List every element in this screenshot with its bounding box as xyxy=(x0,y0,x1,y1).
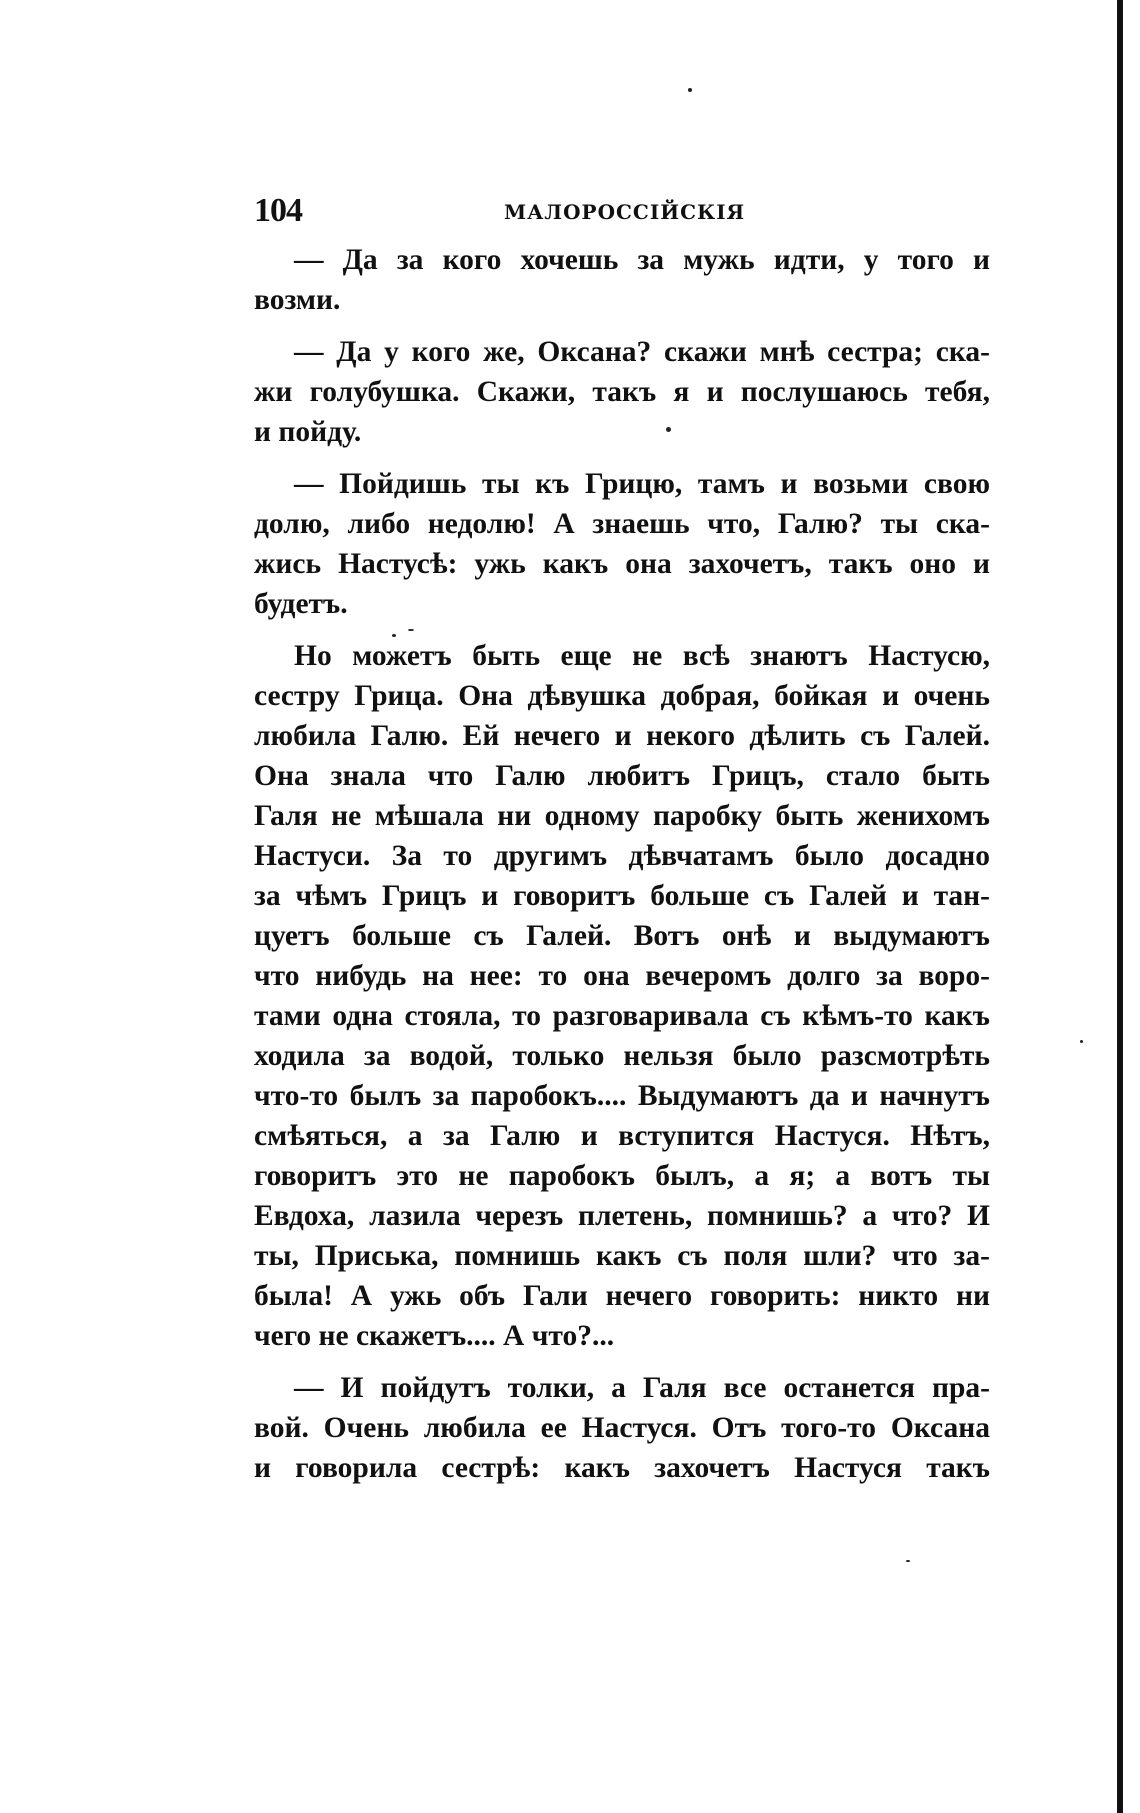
text-line: говоритъ это не паробокъ былъ, а я; а вотъ ты xyxy=(254,1160,990,1192)
text-line: жись Настусѣ: ужь какъ она захочетъ, такъ оно и xyxy=(254,548,990,580)
text-line: — Пойдишь ты къ Грицю, тамъ и возьми свою xyxy=(294,468,990,500)
text-line: Настуси. За то другимъ дѣвчатамъ было досадно xyxy=(254,840,990,872)
scan-speck xyxy=(688,88,692,92)
text-line: — И пойдутъ толки, а Галя все останется пра- xyxy=(294,1372,990,1404)
text-line: будетъ. xyxy=(254,588,348,620)
text-line: — Да у кого же, Оксана? скажи мнѣ сестра; ска- xyxy=(294,336,990,368)
text-line: была! А ужь объ Гали нечего говорить: никто ни xyxy=(254,1280,990,1312)
text-line: любила Галю. Ей нечего и некого дѣлить съ Галей. xyxy=(254,720,990,752)
text-line: за чѣмъ Грицъ и говоритъ больше съ Галей и тан- xyxy=(254,880,990,912)
text-line: что-то былъ за паробокъ.... Выдумаютъ да и начнутъ xyxy=(254,1080,990,1112)
text-line: тами одна стояла, то разговаривала съ кѣмъ-то какъ xyxy=(254,1000,990,1032)
page-number: 104 xyxy=(254,192,302,229)
text-line: смѣяться, а за Галю и вступится Настуся. Нѣтъ, xyxy=(254,1120,990,1152)
paragraph-3 xyxy=(254,464,990,624)
scan-speck xyxy=(392,634,396,637)
text-line: Галя не мѣшала ни одному паробку быть женихомъ xyxy=(254,800,990,832)
text-line: сестру Грица. Она дѣвушка добрая, бойкая и очень xyxy=(254,680,990,712)
text-line: и пойду. xyxy=(254,416,362,448)
text-line: ты, Приська, помнишь какъ съ поля шли? что за- xyxy=(254,1240,990,1272)
paragraph-1 xyxy=(254,240,990,320)
paragraph-2 xyxy=(254,332,990,452)
text-line: долю, либо недолю! А знаешь что, Галю? ты ска- xyxy=(254,508,990,540)
text-line: жи голубушка. Скажи, такъ я и послушаюсь тебя, xyxy=(254,376,990,408)
scan-speck xyxy=(666,427,671,432)
text-line: цуетъ больше съ Галей. Вотъ онѣ и выдумаютъ xyxy=(254,920,990,952)
scan-speck xyxy=(408,629,414,631)
text-line: вой. Очень любила ее Настуся. Отъ того-то Оксана xyxy=(254,1412,990,1444)
page-header xyxy=(254,192,994,232)
text-line: чего не скажетъ.... А что?... xyxy=(254,1320,615,1352)
scan-speck xyxy=(906,1560,910,1562)
text-line: что нибудь на нее: то она вечеромъ долго за воро- xyxy=(254,960,990,992)
paragraph-4 xyxy=(254,636,990,1356)
text-line: Она знала что Галю любитъ Грицъ, стало быть xyxy=(254,760,990,792)
text-line: — Да за кого хочешь за мужь идти, у того и xyxy=(294,244,990,276)
text-line: и говорила сестрѣ: какъ захочетъ Настуся такъ xyxy=(254,1452,990,1484)
page-edge-shadow xyxy=(1117,0,1123,1813)
scan-speck xyxy=(1080,1040,1083,1043)
paragraph-5 xyxy=(254,1368,990,1488)
body-text xyxy=(254,240,990,1500)
text-line: ходила за водой, только нельзя было разсмотрѣть xyxy=(254,1040,990,1072)
text-line: Но можетъ быть еще не всѣ знаютъ Настусю, xyxy=(294,640,990,672)
text-line: возми. xyxy=(254,284,341,316)
text-line: Евдоха, лазила черезъ плетень, помнишь? а что? И xyxy=(254,1200,990,1232)
running-head: МАЛОРОССІЙСКІЯ xyxy=(504,200,746,224)
